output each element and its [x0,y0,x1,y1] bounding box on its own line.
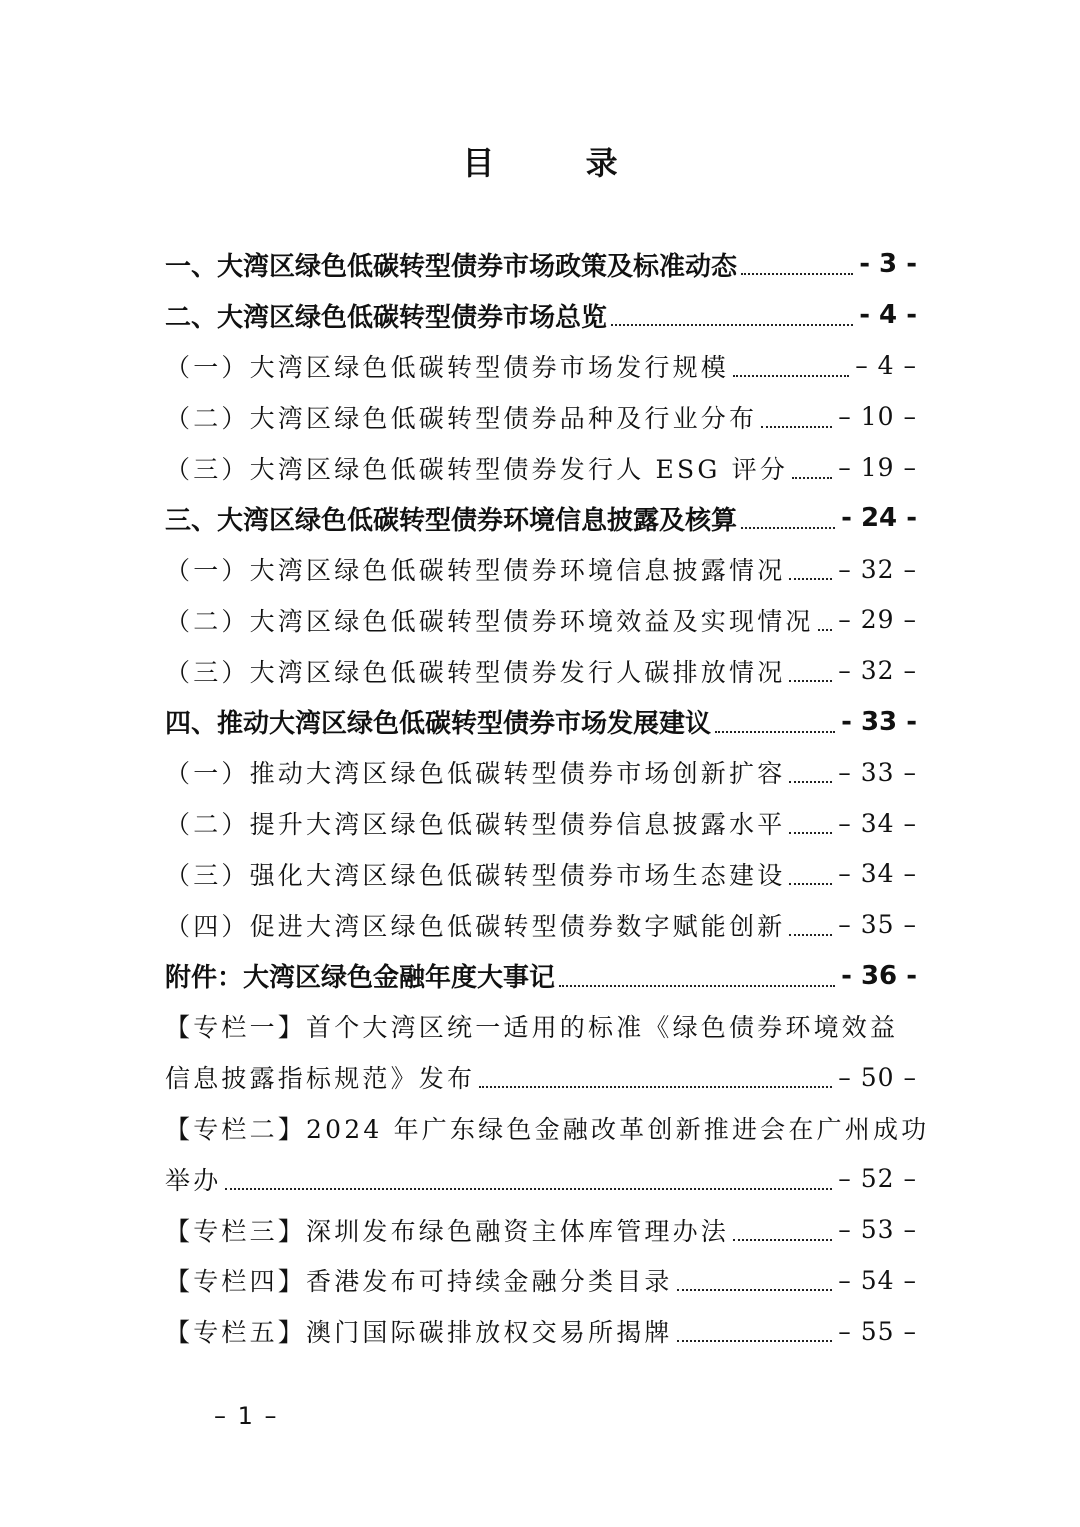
toc-entry-label: 举办 [165,1165,222,1195]
toc-entry-3-2[interactable] [165,595,917,646]
toc-entry-label: 【专栏三】深圳发布绿色融资主体库管理办法 [165,1216,730,1246]
toc-entry-4-3[interactable] [165,849,917,900]
toc-entry-page: - 36 - [841,960,917,991]
toc-entry-3-3[interactable] [165,645,917,696]
toc-entry-4-4[interactable] [165,899,917,950]
dot-leader [789,883,832,885]
toc-entry-label: 四、推动大湾区绿色低碳转型债券市场发展建议 [165,709,712,740]
toc-entry-appendix[interactable] [165,950,917,1001]
toc-entry-2-3[interactable] [165,442,917,493]
toc-entry-label-line1: 【专栏一】首个大湾区统一适用的标准《绿色债券环境效益 [165,1013,899,1043]
toc-entry-label: 【专栏四】香港发布可持续金融分类目录 [165,1267,673,1297]
dot-leader [789,781,832,783]
dot-leader [677,1289,833,1291]
toc-entry-column-1[interactable] [165,1001,917,1103]
toc-entry-label: 一、大湾区绿色低碳转型债券市场政策及标准动态 [165,251,738,282]
toc-entry-section-1[interactable] [165,239,917,290]
toc-entry-page: – 53 – [838,1215,917,1245]
dot-leader [789,680,832,682]
toc-entry-line2 [165,1153,917,1204]
dot-leader [733,375,849,377]
toc-entry-page: - 33 - [841,706,917,737]
toc-entry-page: – 19 – [838,453,917,483]
dot-leader [677,1340,833,1342]
toc-entry-label: （三）强化大湾区绿色低碳转型债券市场生态建设 [165,860,786,890]
toc-entry-column-4[interactable] [165,1255,917,1306]
toc-entry-page: - 4 - [859,300,917,331]
toc-entry-page: – 35 – [838,910,917,940]
dot-leader [761,426,832,428]
toc-entry-line2 [165,1052,917,1103]
toc-entry-page: – 34 – [838,808,917,838]
dot-leader [715,731,835,733]
toc-entry-page: – 52 – [838,1164,917,1194]
toc-entry-page: – 10 – [838,402,917,432]
toc-entry-label: （一）推动大湾区绿色低碳转型债券市场创新扩容 [165,759,786,789]
dot-leader [225,1188,832,1190]
toc-entry-page: – 32 – [838,656,917,686]
dot-leader [789,578,832,580]
toc-entry-page: – 32 – [838,554,917,584]
toc-entry-page: – 54 – [838,1265,917,1295]
toc-entry-label: （四）促进大湾区绿色低碳转型债券数字赋能创新 [165,911,786,941]
toc-entry-label: 二、大湾区绿色低碳转型债券市场总览 [165,302,608,333]
dot-leader [611,324,853,326]
toc-entry-label: 附件：大湾区绿色金融年度大事记 [165,963,556,994]
toc-entry-page: - 24 - [841,503,917,534]
toc-entry-column-2[interactable] [165,1103,930,1205]
dot-leader [789,934,832,936]
toc-entry-page: – 4 – [855,351,917,381]
toc-entry-label-line1: 【专栏二】2024 年广东绿色金融改革创新推进会在广州成功 [165,1114,930,1144]
toc-entry-label: （二）大湾区绿色低碳转型债券环境效益及实现情况 [165,606,814,636]
toc-entry-label: 信息披露指标规范》发布 [165,1064,476,1094]
toc-entry-label: （一）大湾区绿色低碳转型债券环境信息披露情况 [165,556,786,586]
toc-entry-label: 三、大湾区绿色低碳转型债券环境信息披露及核算 [165,505,738,536]
toc-entry-3-1[interactable] [165,544,917,595]
dot-leader [818,629,833,631]
toc-entry-column-5[interactable] [165,1306,917,1357]
toc-entry-2-1[interactable] [165,341,917,392]
dot-leader [733,1239,832,1241]
toc-entry-page: – 50 – [838,1062,917,1092]
toc-entry-section-3[interactable] [165,493,917,544]
toc-entry-page: – 33 – [838,757,917,787]
dot-leader [559,985,835,987]
page-title: 目 录 [462,144,658,182]
toc-entry-2-2[interactable] [165,391,917,442]
toc-entry-4-2[interactable] [165,798,917,849]
toc-entry-column-3[interactable] [165,1204,917,1255]
dot-leader [741,273,853,275]
toc-entry-4-1[interactable] [165,747,917,798]
dot-leader [479,1086,832,1088]
dot-leader [741,527,835,529]
toc-entry-label: 【专栏五】澳门国际碳排放权交易所揭牌 [165,1318,673,1348]
toc-entry-label: （三）大湾区绿色低碳转型债券发行人碳排放情况 [165,657,786,687]
toc-entry-label: （三）大湾区绿色低碳转型债券发行人 ESG 评分 [165,454,789,484]
toc-entry-page: – 55 – [838,1316,917,1346]
toc-entry-label: （一）大湾区绿色低碳转型债券市场发行规模 [165,352,730,382]
toc-entry-page: – 29 – [838,605,917,635]
toc-entry-label: （二）提升大湾区绿色低碳转型债券信息披露水平 [165,810,786,840]
toc-entry-page: - 3 - [859,249,917,280]
table-of-contents [165,239,930,1357]
toc-entry-section-2[interactable] [165,290,917,341]
page-number: – 1 – [214,1402,279,1430]
dot-leader [789,832,832,834]
toc-entry-label: （二）大湾区绿色低碳转型债券品种及行业分布 [165,403,758,433]
toc-entry-page: – 34 – [838,859,917,889]
toc-entry-section-4[interactable] [165,696,917,747]
dot-leader [792,477,832,479]
